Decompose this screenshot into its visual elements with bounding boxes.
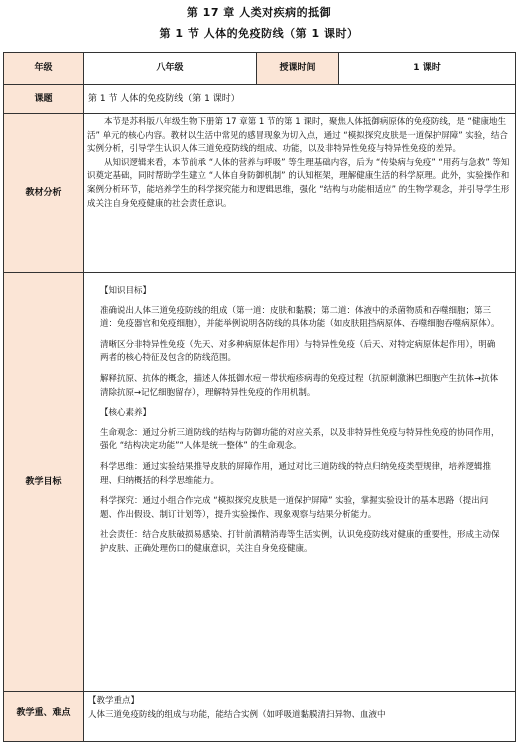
chapter-title: 第 17 章 人类对疾病的抵御 [186, 6, 332, 19]
topic-value: 第 1 节 人体的免疫防线（第 1 课时） [84, 85, 516, 114]
analysis-paragraph: 从知识逻辑来看，本节前承 “人体的营养与呼吸” 等生理基础内容，后为 “传染病与免疫” “用药与急救” 等知识奠定基础，同时帮助学生建立 “人体自身防御机制” 的认知框架，理解健康生活的科学原理。此外，实验操作和案例分析环节，能培养学生的科学探究能力和逻辑思维，强化 “结构与功能相适应” 的生物学观念，并引导学生形成关注自身免疫健康的社会责任意识。 [87, 157, 510, 209]
keypoints-text: 人体三道免疫防线的组成与功能，能结合实例（如呼吸道黏膜清扫异物、血液中 [88, 709, 386, 720]
analysis-label: 教材分析 [4, 114, 84, 273]
section-title: 第 1 节 人体的免疫防线（第 1 课时） [159, 27, 359, 40]
knowledge-heading: 【知识目标】 [100, 286, 152, 296]
goals-label: 教学目标 [4, 273, 84, 692]
grade-value: 八年级 [84, 53, 257, 85]
core-item: 科学探究：通过小组合作完成 “模拟探究皮肤是一道保护屏障” 实验，掌握实验设计的基本思路（提出问题、作出假设、制订计划等），提升实验操作、现象观察与结果分析能力。 [100, 496, 489, 520]
lesson-plan-table [3, 52, 516, 742]
core-item: 科学思维：通过实验结果推导皮肤的屏障作用，通过对比三道防线的特点归纳免疫类型规律，培养逻辑推理、归纳概括的科学思维能力。 [100, 461, 492, 486]
keypoints-heading: 【教学重点】 [88, 696, 140, 706]
core-heading: 【核心素养】 [100, 408, 152, 419]
knowledge-item: 准确说出人体三道免疫防线的组成（第一道：皮肤和黏膜；第二道：体液中的杀菌物质和吞噬细胞；第三道：免疫器官和免疫细胞），并能举例说明各防线的具体功能（如皮肤阻挡病原体、吞噬细胞吞噬病原体）。 [100, 305, 500, 330]
hours-value: 1 课时 [339, 53, 516, 85]
keypoints-content [84, 692, 516, 742]
analysis-content [84, 114, 516, 273]
knowledge-item: 清晰区分非特异性免疫（先天、对多种病原体起作用）与特异性免疫（后天、对特定病原体起作用），明确两者的核心特征及包含的防线范围。 [100, 339, 496, 364]
knowledge-item: 解释抗原、抗体的概念，描述人体抵御水痘－带状疱疹病毒的免疫过程（抗原刺激淋巴细胞产生抗体→抗体清除抗原→记忆细胞留存），理解特异性免疫的作用机制。 [100, 373, 499, 398]
time-label: 授课时间 [257, 53, 339, 85]
core-item: 生命观念：通过分析三道防线的结构与防御功能的对应关系，以及非特异性免疫与特异性免疫的协同作用，强化 “结构决定功能”“人体是统一整体” 的生命观念。 [100, 427, 500, 452]
core-item: 社会责任：结合皮肤破损易感染、打针前酒精消毒等生活实例，认识免疫防线对健康的重要性，形成主动保护皮肤、正确处理伤口的健康意识，关注自身免疫健康。 [100, 530, 500, 554]
analysis-paragraph: 本节是苏科版八年级生物下册第 17 章第 1 节的第 1 课时，聚焦人体抵御病原体的免疫防线，是 “健康地生活” 单元的核心内容。教材以生活中常见的感冒现象为切入点，通过 “模拟探究皮肤是一道保护屏障” 实验，结合实例分析，引导学生认识人体三道免疫防线的组成、功能，以及非特异性免疫与特异性免疫的差异。 [87, 117, 508, 155]
keypoints-label: 教学重、难点 [4, 692, 84, 742]
goals-content [84, 273, 516, 692]
grade-label: 年级 [4, 53, 84, 85]
topic-label: 课题 [4, 85, 84, 114]
